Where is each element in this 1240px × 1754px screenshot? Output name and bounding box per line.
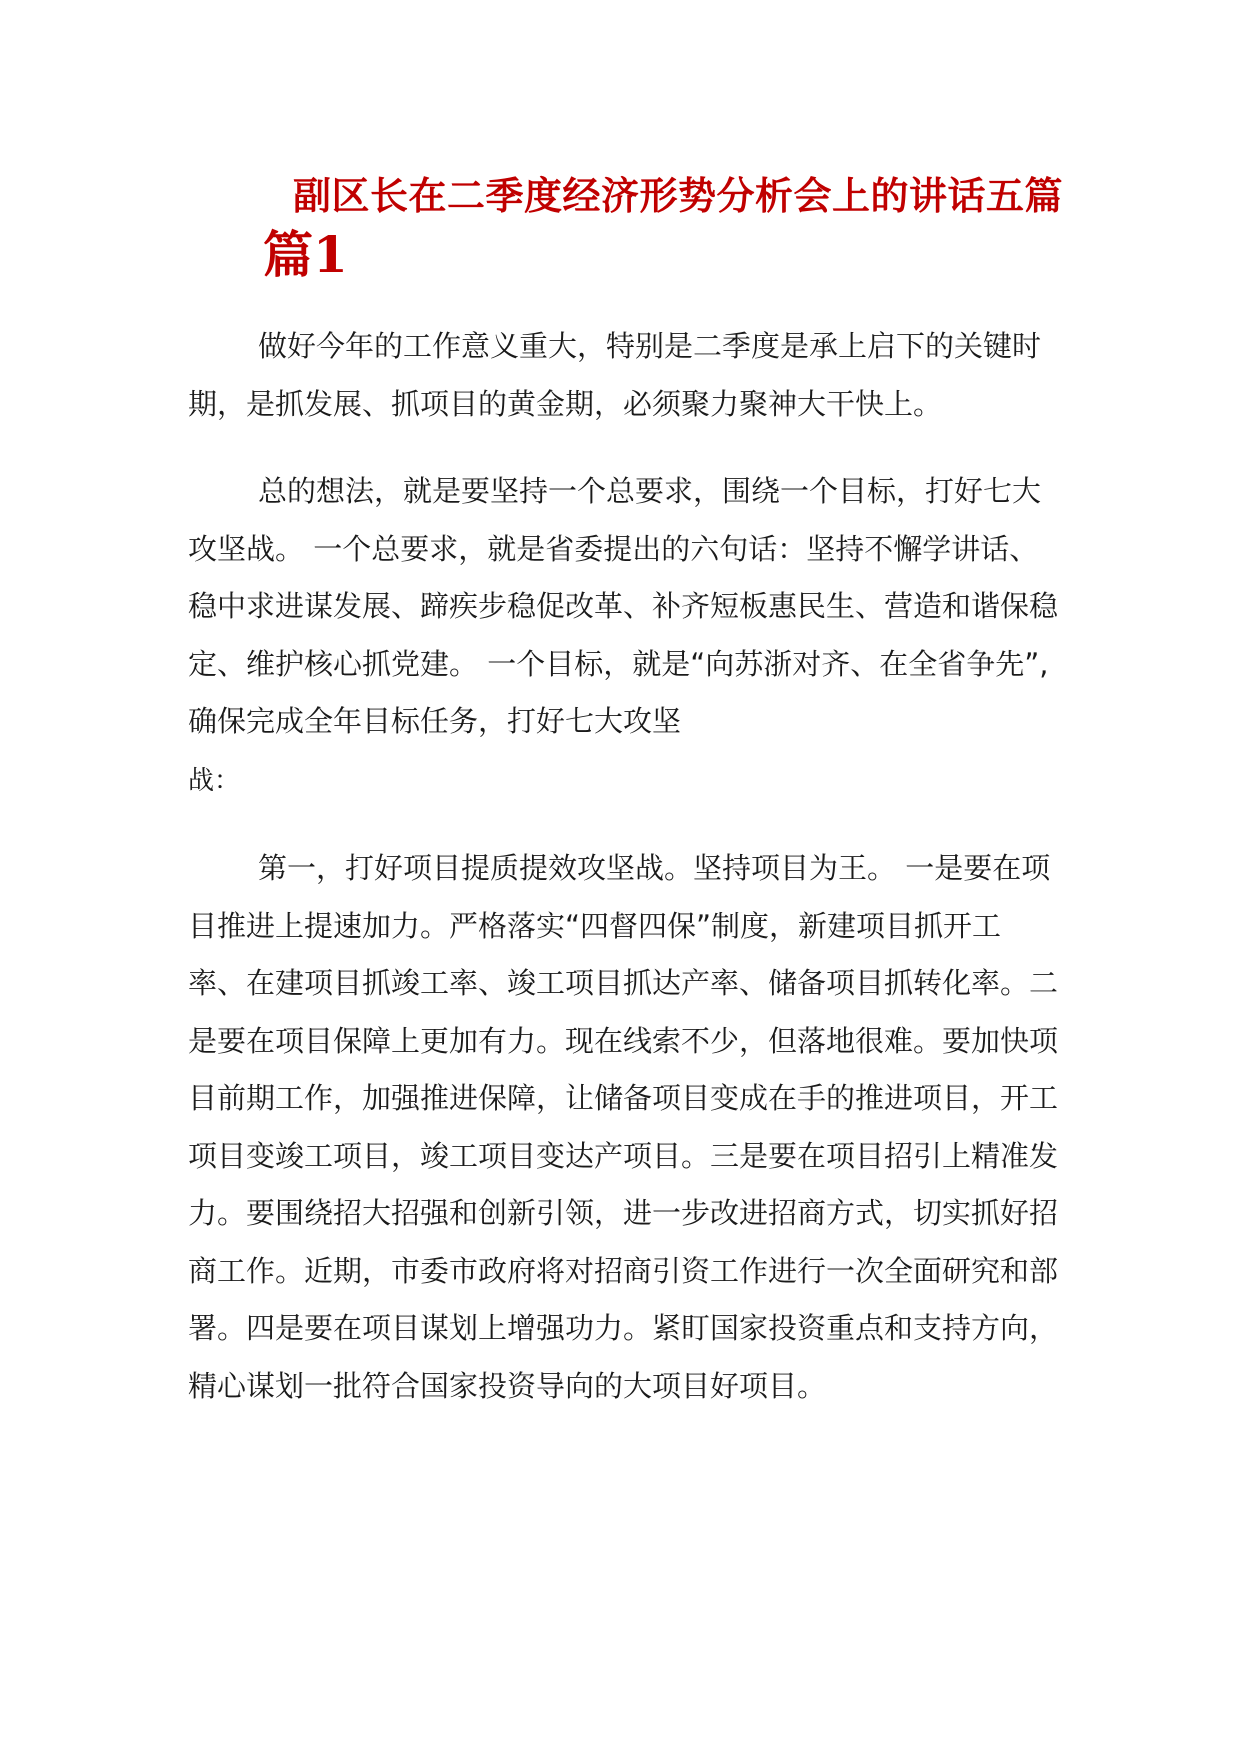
paragraph-2-text: 总的想法，就是要坚持一个总要求，围绕一个目标，打好七大攻坚战。 一个总要求，就是省委提出的六句话：坚持不懈学讲话、稳中求进谋发展、蹄疾步稳促改革、补齐短板惠民生、营造和谐保稳定、维护核心抓党建。 一个目标，就是“向苏浙对齐、在全省争先”,确保完成全年目标任务，打好七大攻坚 bbox=[188, 474, 1059, 738]
section-heading: 篇1 bbox=[263, 225, 348, 284]
document-title: 副区长在二季度经济形势分析会上的讲话五篇 bbox=[293, 173, 1064, 218]
paragraph-2-tail: 战： bbox=[188, 765, 241, 796]
paragraph-1: 做好今年的工作意义重大，特别是二季度是承上启下的关键时期，是抓发展、抓项目的黄金期，必须聚力聚神大干快上。 bbox=[188, 329, 1042, 421]
paragraph-3: 第一，打好项目提质提效攻坚战。坚持项目为王。 一是要在项目推进上提速加力。严格落实“四督四保”制度，新建项目抓开工率、在建项目抓竣工率、竣工项目抓达产率、储备项目抓转化率。二是要在项目保障上更加有力。现在线索不少，但落地很难。要加快项目前期工作，加强推进保障，让储备项目变成在手的推进项目，开工项目变竣工项目，竣工项目变达产项目。三是要在项目招引上精准发力。要围绕招大招强和创新引领，进一步改进招商方式，切实抓好招商工作。近期，市委市政府将对招商引资工作进行一次全面研究和部署。四是要在项目谋划上增强功力。紧盯国家投资重点和支持方向，精心谋划一批符合国家投资导向的大项目好项目。 bbox=[188, 851, 1059, 1403]
document-body bbox=[188, 318, 1058, 1445]
paragraph-2 bbox=[188, 463, 1058, 810]
